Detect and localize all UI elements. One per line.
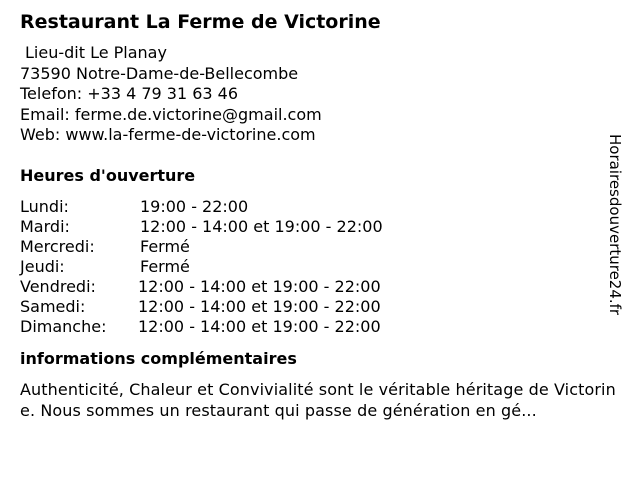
day-label: Samedi: (20, 296, 86, 316)
opening-hours-table (20, 197, 620, 337)
opening-hours-heading: Heures d'ouverture (20, 165, 196, 185)
website-url: Web: www.la-ferme-de-victorine.com (20, 125, 316, 144)
additional-info-text: Authenticité, Chaleur et Convivialité sont le véritable héritage de Victorine. Nous sommes un restaurant qui passe de génération en gé... (20, 379, 616, 420)
email-address: Email: ferme.de.victorine@gmail.com (20, 104, 322, 124)
address-street: Lieu-dit Le Planay (25, 43, 167, 62)
hours-row (20, 297, 620, 317)
contact-block (20, 43, 620, 146)
day-hours: 12:00 - 14:00 et 19:00 - 22:00 (140, 216, 383, 236)
day-label: Vendredi: (20, 276, 96, 296)
day-label: Jeudi: (20, 256, 65, 276)
restaurant-name: Restaurant La Ferme de Victorine (20, 11, 381, 33)
hours-row (20, 197, 620, 217)
address-city: 73590 Notre-Dame-de-Bellecombe (20, 63, 299, 83)
hours-row (20, 217, 620, 237)
day-hours: 12:00 - 14:00 et 19:00 - 22:00 (138, 316, 381, 336)
hours-row (20, 277, 620, 297)
additional-info-heading: informations complémentaires (20, 348, 297, 368)
hours-row (20, 257, 620, 277)
day-hours: 12:00 - 14:00 et 19:00 - 22:00 (138, 276, 381, 296)
day-hours: 12:00 - 14:00 et 19:00 - 22:00 (138, 296, 381, 316)
day-hours: Fermé (140, 236, 190, 256)
day-label: Lundi: (20, 196, 69, 216)
day-hours: Fermé (140, 256, 190, 276)
restaurant-card (20, 9, 620, 421)
day-label: Mardi: (20, 216, 70, 236)
day-hours: 19:00 - 22:00 (140, 196, 249, 216)
site-watermark: Horairesdouverture24.fr (606, 134, 624, 316)
hours-row (20, 317, 620, 337)
day-label: Mercredi: (20, 236, 95, 256)
phone-number: Telefon: +33 4 79 31 63 46 (20, 84, 239, 103)
day-label: Dimanche: (20, 316, 107, 336)
hours-row (20, 237, 620, 257)
